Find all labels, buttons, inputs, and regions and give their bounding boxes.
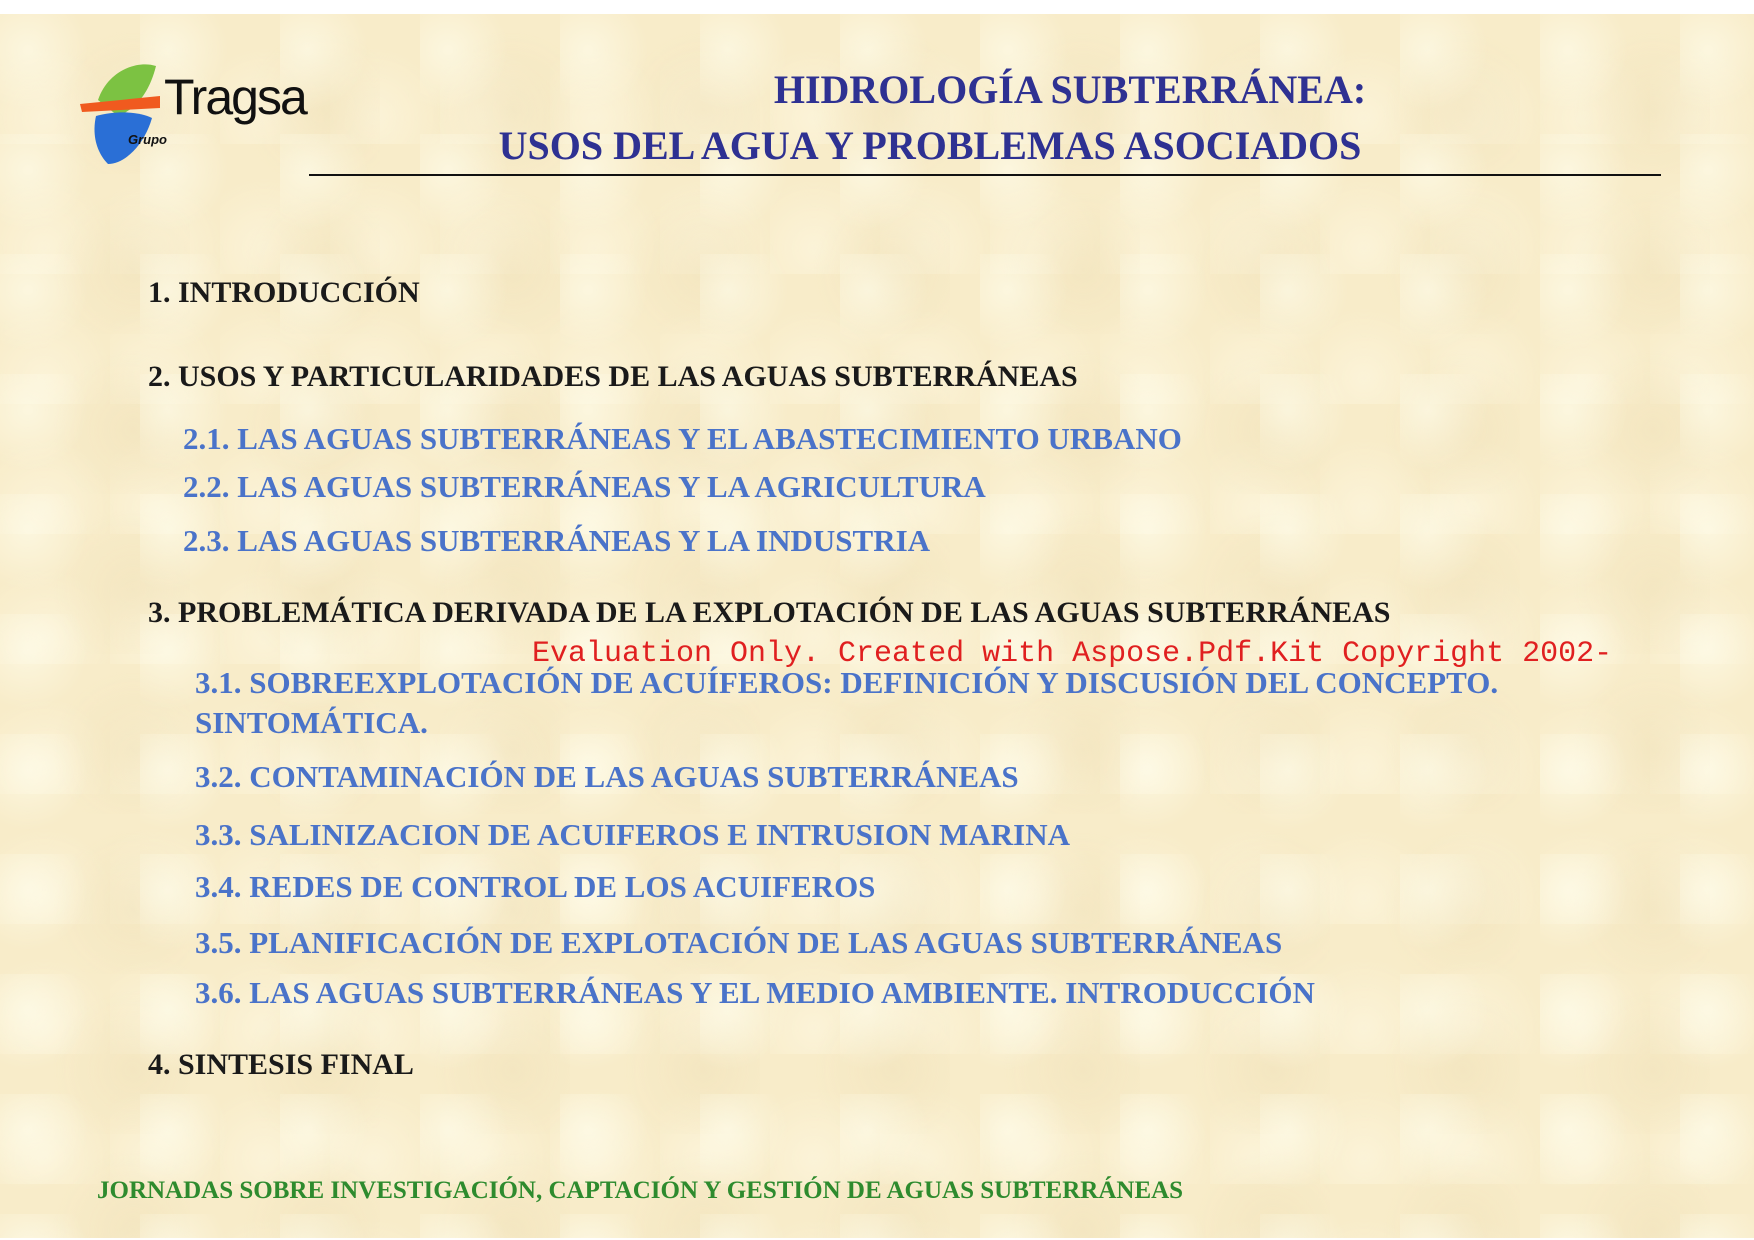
outline-item-2-3: 2.3. LAS AGUAS SUBTERRÁNEAS Y LA INDUSTRIA bbox=[183, 523, 931, 558]
outline-item-3-6: 3.6. LAS AGUAS SUBTERRÁNEAS Y EL MEDIO AMBIENTE. INTRODUCCIÓN bbox=[195, 975, 1315, 1010]
outline-item-3-1: 3.1. SOBREEXPLOTACIÓN DE ACUÍFEROS: DEFINICIÓN Y DISCUSIÓN DEL CONCEPTO. bbox=[195, 665, 1499, 700]
logo-text: Tragsa bbox=[164, 69, 306, 125]
tragsa-logo bbox=[78, 60, 306, 168]
outline-item-2-2: 2.2. LAS AGUAS SUBTERRÁNEAS Y LA AGRICULTURA bbox=[183, 469, 986, 504]
outline-item-1: 1. INTRODUCCIÓN bbox=[148, 276, 420, 309]
outline-item-3-1-cont: SINTOMÁTICA. bbox=[195, 705, 428, 740]
slide bbox=[0, 14, 1754, 1238]
outline-item-4: 4. SINTESIS FINAL bbox=[148, 1048, 414, 1081]
page-title-line1: HIDROLOGÍA SUBTERRÁNEA: bbox=[773, 67, 1367, 112]
outline-item-3-4: 3.4. REDES DE CONTROL DE LOS ACUIFEROS bbox=[195, 869, 876, 904]
outline-item-3-5: 3.5. PLANIFICACIÓN DE EXPLOTACIÓN DE LAS AGUAS SUBTERRÁNEAS bbox=[195, 925, 1283, 960]
title-divider bbox=[309, 174, 1661, 176]
outline-item-3-2: 3.2. CONTAMINACIÓN DE LAS AGUAS SUBTERRÁNEAS bbox=[195, 759, 1019, 794]
footer-text: JORNADAS SOBRE INVESTIGACIÓN, CAPTACIÓN Y GESTIÓN DE AGUAS SUBTERRÁNEAS bbox=[97, 1177, 1184, 1204]
outline-item-2-1: 2.1. LAS AGUAS SUBTERRÁNEAS Y EL ABASTECIMIENTO URBANO bbox=[183, 421, 1182, 456]
logo-subtext: Grupo bbox=[128, 132, 167, 147]
page-title-line2: USOS DEL AGUA Y PROBLEMAS ASOCIADOS bbox=[498, 123, 1362, 168]
outline-item-3: 3. PROBLEMÁTICA DERIVADA DE LA EXPLOTACIÓN DE LAS AGUAS SUBTERRÁNEAS bbox=[148, 596, 1391, 629]
outline-item-3-3: 3.3. SALINIZACION DE ACUIFEROS E INTRUSION MARINA bbox=[195, 817, 1071, 852]
evaluation-watermark: Evaluation Only. Created with Aspose.Pdf.Kit Copyright 2002- bbox=[532, 637, 1613, 671]
outline-item-2: 2. USOS Y PARTICULARIDADES DE LAS AGUAS SUBTERRÁNEAS bbox=[148, 360, 1078, 393]
